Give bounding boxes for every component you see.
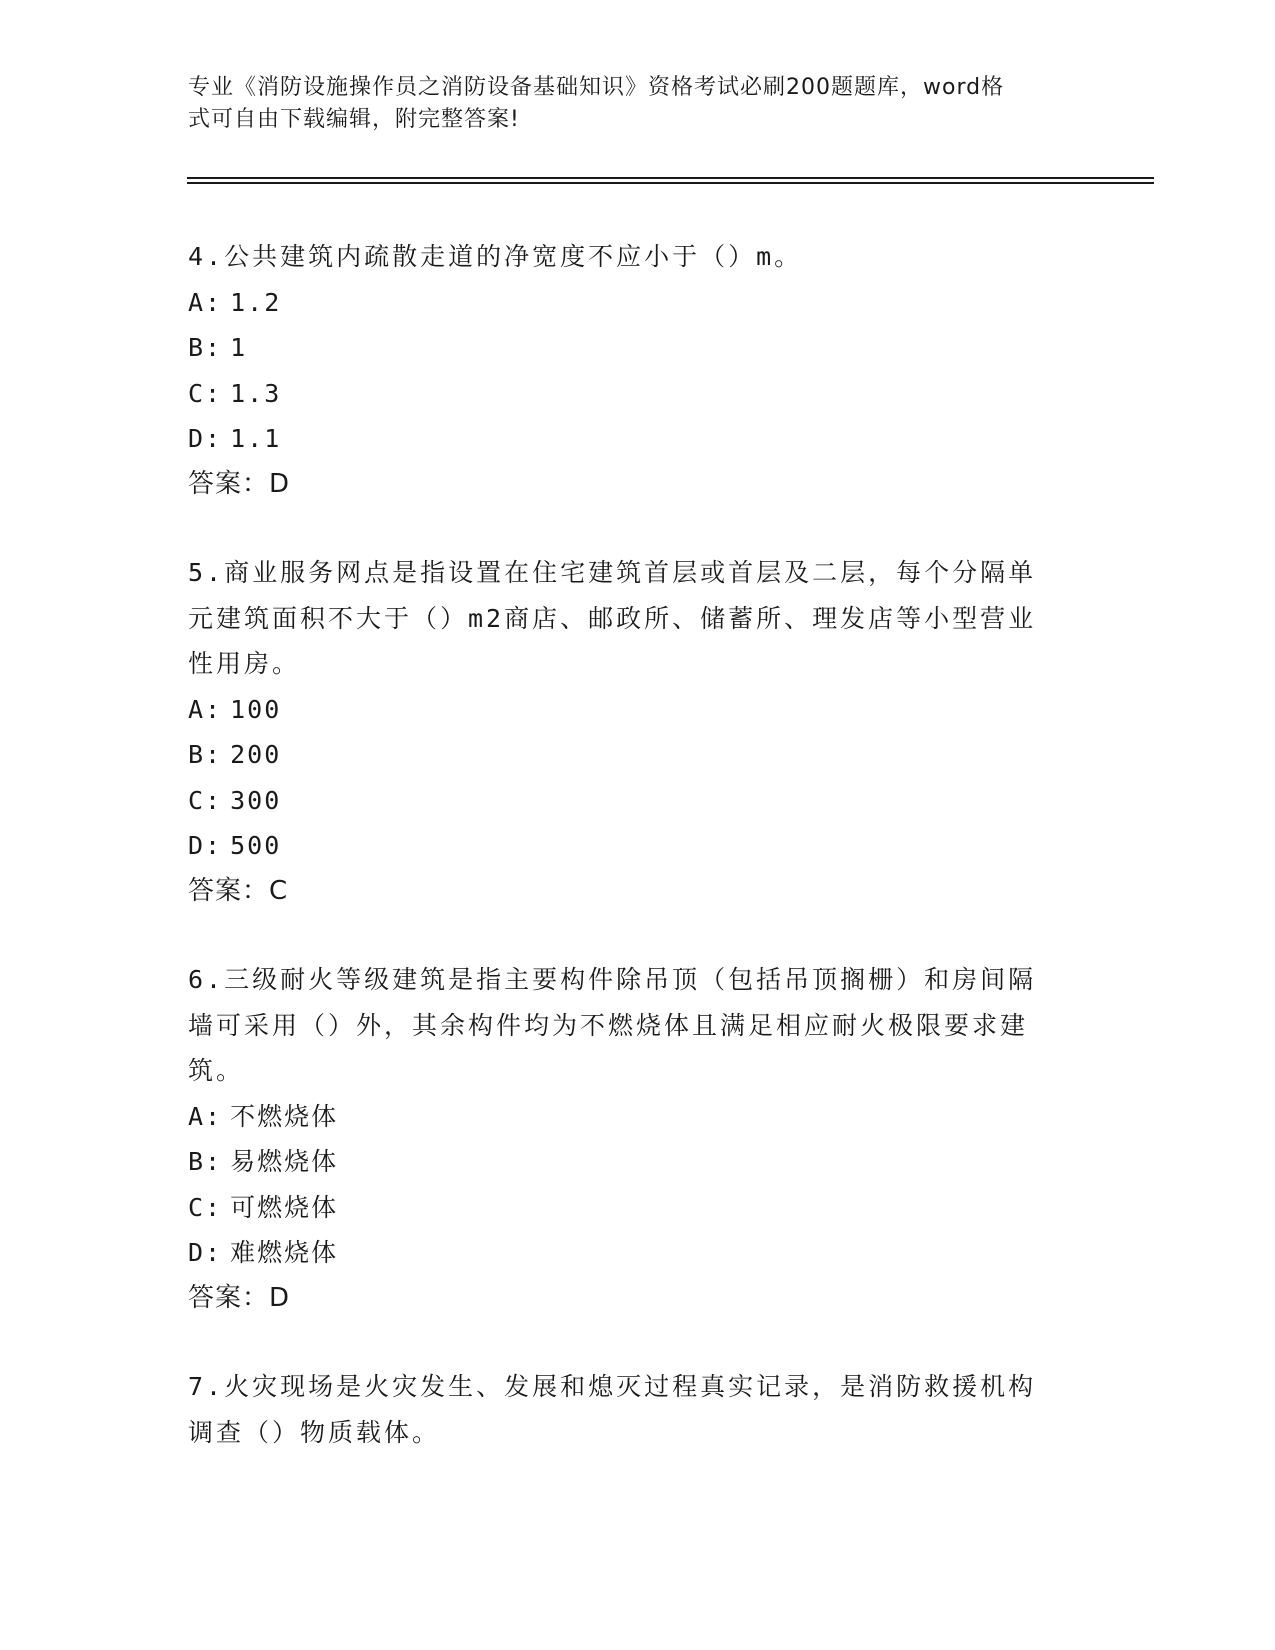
question-list <box>188 234 1068 1498</box>
question-stem-line: 筑。 <box>188 1056 245 1085</box>
answer-line: 答案：D <box>188 468 291 499</box>
option-key: B: <box>188 1147 223 1176</box>
option-a <box>188 280 1068 326</box>
option-key: C: <box>188 785 223 815</box>
question-stem-line: 调查（）物质载体。 <box>188 1417 441 1447</box>
option-key: C: <box>188 378 223 408</box>
question-stem-line: 性用房。 <box>188 649 301 678</box>
question-stem-line: 7.火灾现场是火灾发生、发展和熄灭过程真实记录，是消防救援机构 <box>188 1372 1037 1401</box>
option-b <box>188 732 1068 778</box>
option-text: 易燃烧体 <box>230 1147 339 1176</box>
option-key: D: <box>188 424 223 453</box>
option-key: A: <box>188 1101 223 1131</box>
option-key: B: <box>188 740 223 769</box>
question-stem-line: 4.公共建筑内疏散走道的净宽度不应小于（）m。 <box>188 242 803 271</box>
option-text: 1.2 <box>230 287 282 317</box>
question-stem-line: 6.三级耐火等级建筑是指主要构件除吊顶（包括吊顶搁栅）和房间隔 <box>188 965 1037 994</box>
option-d <box>188 823 1068 869</box>
option-text: 可燃烧体 <box>230 1192 339 1222</box>
option-d <box>188 1230 1068 1276</box>
answer-line: 答案：C <box>188 875 289 906</box>
option-text: 不燃烧体 <box>230 1101 339 1131</box>
header-line-2: 式可自由下载编辑，附完整答案! <box>188 107 520 132</box>
option-c <box>188 778 1068 824</box>
option-key: D: <box>188 1238 223 1267</box>
header-divider-top <box>187 177 1154 179</box>
answer-line: 答案：D <box>188 1282 291 1313</box>
question-stem-line: 5.商业服务网点是指设置在住宅建筑首层或首层及二层，每个分隔单 <box>188 558 1037 587</box>
question-5 <box>188 550 1068 914</box>
header-line-1: 专业《消防设施操作员之消防设备基础知识》资格考试必刷200题题库，word格 <box>188 75 1005 100</box>
document-header <box>188 72 1068 136</box>
question-stem-line: 墙可采用（）外，其余构件均为不燃烧体且满足相应耐火极限要求建 <box>188 1010 1029 1040</box>
option-text: 1.3 <box>230 378 282 408</box>
option-text: 1 <box>230 333 248 362</box>
option-text: 500 <box>230 831 282 860</box>
option-text: 300 <box>230 785 282 815</box>
option-d <box>188 416 1068 462</box>
option-a <box>188 687 1068 733</box>
option-b <box>188 1139 1068 1185</box>
option-key: B: <box>188 333 223 362</box>
option-c <box>188 1185 1068 1231</box>
question-6 <box>188 957 1068 1321</box>
option-b <box>188 325 1068 371</box>
option-c <box>188 371 1068 417</box>
option-a <box>188 1094 1068 1140</box>
option-key: A: <box>188 694 223 724</box>
question-7 <box>188 1364 1068 1455</box>
option-key: A: <box>188 287 223 317</box>
option-text: 200 <box>230 740 282 769</box>
header-divider-bottom <box>187 182 1154 184</box>
option-key: C: <box>188 1192 223 1222</box>
question-4 <box>188 234 1068 507</box>
option-text: 1.1 <box>230 424 282 453</box>
option-key: D: <box>188 831 223 860</box>
option-text: 100 <box>230 694 282 724</box>
question-stem-line: 元建筑面积不大于（）m2商店、邮政所、储蓄所、理发店等小型营业 <box>188 603 1037 633</box>
option-text: 难燃烧体 <box>230 1238 339 1267</box>
